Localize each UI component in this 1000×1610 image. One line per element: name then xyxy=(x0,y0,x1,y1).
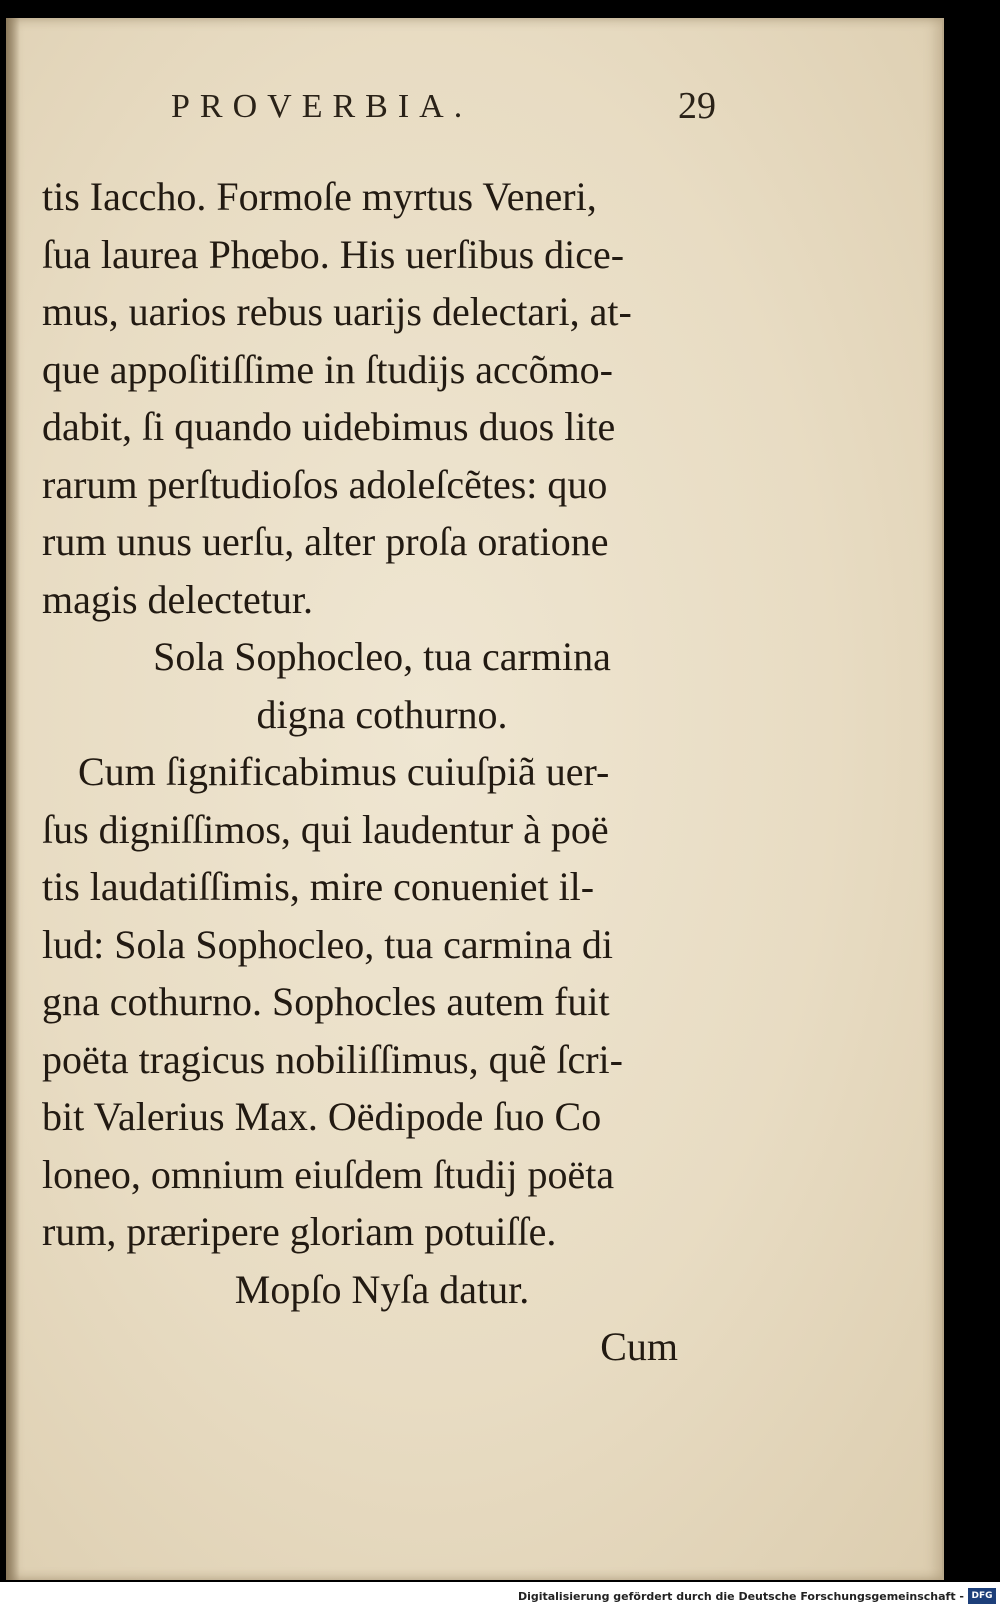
dfg-logo-icon: DFG xyxy=(968,1588,996,1604)
page-header xyxy=(171,85,716,138)
digitization-footer xyxy=(0,1582,1000,1610)
text-line: rum unus uerſu, alter proſa oratione xyxy=(42,519,609,564)
page-gutter-shadow xyxy=(6,18,20,1580)
text-line: tis laudatiſſimis, mire conueniet il- xyxy=(42,864,595,909)
text-line: poëta tragicus nobiliſſimus, quẽ ſcri- xyxy=(42,1036,623,1082)
text-line: loneo, omnium eiuſdem ſtudij poëta xyxy=(42,1151,615,1197)
text-line: Cum ſignificabimus cuiuſpiã uer- xyxy=(78,749,610,794)
text-line: mus, uarios rebus uarijs delectari, at- xyxy=(42,289,632,334)
text-line: lud: Sola Sophocleo, tua carmina di xyxy=(42,921,613,967)
text-line: gna cothurno. Sophocles autem fuit xyxy=(42,979,610,1024)
proverb-verse-line: Mopſo Nyſa datur. xyxy=(234,1266,530,1312)
text-line: magis delectetur. xyxy=(42,576,314,622)
proverb-verse-line: Sola Sophocleo, tua carmina xyxy=(153,634,611,679)
text-line: rarum perſtudioſos adoleſcẽtes: quo xyxy=(42,461,608,507)
text-line: bit Valerius Max. Oëdipode ſuo Co xyxy=(42,1094,602,1139)
text-line: que appoſitiſſime in ſtudijs accõmo- xyxy=(42,346,613,392)
text-line: tis Iaccho. Formoſe myrtus Veneri, xyxy=(42,174,597,219)
text-line: dabit, ſi quando uidebimus duos lite xyxy=(42,404,616,449)
running-title: PROVERBIA. xyxy=(171,88,473,125)
catchword: Cum xyxy=(600,1324,678,1369)
text-line: ſus digniſſimos, qui laudentur à poë xyxy=(42,806,609,852)
book-page xyxy=(6,18,944,1580)
funding-credit: Digitalisierung gefördert durch die Deutsche Forschungsgemeinschaft - xyxy=(517,1590,964,1603)
text-line: rum, præripere gloriam potuiſſe. xyxy=(42,1209,557,1254)
text-line: ſua laurea Phœbo. His uerſibus dice- xyxy=(42,231,625,277)
proverb-verse-line: digna cothurno. xyxy=(256,691,508,737)
text-block xyxy=(42,168,722,1376)
page-number: 29 xyxy=(678,85,716,127)
